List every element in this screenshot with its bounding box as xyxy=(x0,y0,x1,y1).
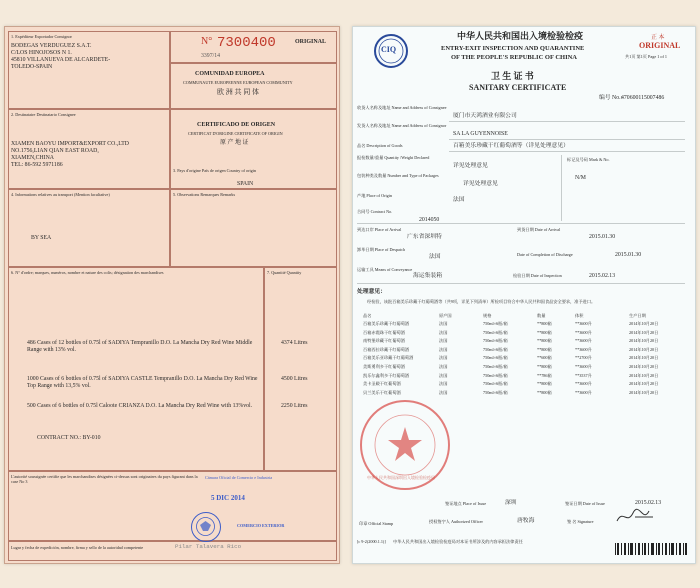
title-chinese: 卫 生 证 书 xyxy=(491,71,534,81)
date-discharge-label: Date of Completion of Discharge xyxy=(517,252,573,257)
table-cell: 2014年10月20日 xyxy=(629,329,659,335)
footer-text: 中华人民共和国出入境检验检疫局对本证书所涉及的内容承担法律责任 xyxy=(393,539,523,544)
country-value: SPAIN xyxy=(237,181,254,187)
item-description-3: 500 Cases of 6 bottles of 0.75l Caloote CRIANZA D.O. La Mancha Dry Red Wine with 13%vol. xyxy=(27,403,253,409)
header-english-1: ENTRY-EXIT INSPECTION AND QUARANTINE xyxy=(441,45,585,52)
stamp-label: COMERCIO EXTERIOR xyxy=(237,523,285,528)
table-cell: **800箱 xyxy=(537,329,552,335)
table-cell: **3600升 xyxy=(575,389,592,395)
certificate-title: CERTIFICADO DE ORIGEN xyxy=(197,122,276,128)
table-cell: **3600升 xyxy=(575,338,592,344)
table-header: 规格 xyxy=(483,313,492,318)
community-chinese: 欧 洲 共 同 体 xyxy=(217,88,259,96)
table-cell: 百箱西拉珍藏干红葡萄酒 xyxy=(363,346,410,352)
header-chinese: 中华人民共和国出入境检验检疫 xyxy=(457,31,584,41)
table-row xyxy=(357,373,683,382)
field-underline xyxy=(449,121,685,122)
date-arrival-label: 到货日期 Date of Arrival xyxy=(517,227,561,232)
page-info: 共1页 第1页 Page 1 of 1 xyxy=(625,54,667,59)
packages-value: 详见处理意见 xyxy=(463,181,498,187)
table-cell: 法国 xyxy=(439,381,448,387)
table-cell: 百箱美乐亚珍藏干红葡萄酒 xyxy=(363,355,414,361)
table-cell: **800箱 xyxy=(537,389,552,395)
transport-label: 4. Informations relatives au transport (Mention facultative) xyxy=(11,192,110,197)
signature-icon xyxy=(615,505,655,527)
date-discharge: 2015.01.30 xyxy=(615,252,642,258)
quantity-label: 7. Quantité Quantity xyxy=(267,270,302,275)
table-cell: 百箱美乐珍藏干红葡萄酒 xyxy=(363,321,410,326)
table-cell: **800箱 xyxy=(537,381,552,387)
table-cell: 750ml×6瓶/箱 xyxy=(483,355,508,361)
origin-label: 产地 Place of Origin xyxy=(357,193,393,198)
officer-name: 唐牧海 xyxy=(517,518,535,524)
certificate-subtitle: CERTIFICAT D'ORIGINE CERTIFICATE OF ORIGIN xyxy=(188,131,283,136)
community-cell xyxy=(170,63,337,109)
table-header: 体积 xyxy=(575,313,584,318)
consignee-line-3: XIAMEN,CHINA xyxy=(11,155,54,161)
table-cell: 2014年10月20日 xyxy=(629,355,659,361)
table-cell: **800箱 xyxy=(537,321,552,326)
table-cell: **800箱 xyxy=(537,346,552,352)
table-cell: 750ml×6瓶/箱 xyxy=(483,381,508,387)
item-description-2: 1000 Cases of 6 bottles of 0.75l of SADIYA CASTLE Tempranillo D.O. La Mancha Dry Red Wine Top Range with 13,5% vol. xyxy=(27,376,258,389)
table-cell: 法国 xyxy=(439,389,448,395)
stamp-date: 5 DIC 2014 xyxy=(211,494,245,502)
table-cell: 法国 xyxy=(439,372,448,378)
conveyance: 海运集装箱 xyxy=(413,273,442,279)
table-cell: 2014年10月20日 xyxy=(629,381,659,387)
place-despatch-label: 卸毕日期 Place of Despatch xyxy=(357,247,406,252)
contract-label: 合同号 Contract No. xyxy=(357,209,393,214)
table-row xyxy=(357,364,683,373)
table-cell: 南特堡珍藏干红葡萄酒 xyxy=(363,338,405,344)
title-english: SANITARY CERTIFICATE xyxy=(469,83,567,92)
stamp-text: 中华人民共和国深圳出入境检验检疫局 xyxy=(367,475,435,480)
table-cell: 2014年10月20日 xyxy=(629,372,659,378)
table-row xyxy=(357,321,683,330)
place-issue: 深圳 xyxy=(505,500,517,506)
quantity-value: 详见处理意见 xyxy=(453,163,488,169)
original-label: ORIGINAL xyxy=(295,39,327,45)
date-inspection: 2015.02.13 xyxy=(589,273,616,279)
table-cell: 2014年10月20日 xyxy=(629,363,659,369)
footer-cell xyxy=(8,541,337,561)
item-description-1: 486 Cases of 12 bottles of 0.75l of SADIYA Tempranillo D.O. La Mancha Dry Red Wine Middle Range with 13% vol. xyxy=(27,340,253,353)
table-row xyxy=(357,355,683,364)
table-cell: 法国 xyxy=(439,355,448,361)
cert-number: 470600115007486 xyxy=(621,95,665,101)
table-cell: 法国 xyxy=(439,363,448,369)
officer-label: 授权签字人 Authorized Officer xyxy=(429,519,483,524)
item-quantity-2: 4500 Litres xyxy=(281,376,308,382)
table-cell: 美斯勇利多干红葡萄酒 xyxy=(363,363,405,369)
table-header: 品名 xyxy=(363,313,372,318)
table-cell: 法国 xyxy=(439,346,448,352)
remarks-label: 5. Observations Remarques Remarks xyxy=(173,192,236,197)
field-underline xyxy=(449,139,685,140)
item-quantity-3: 2250 Litres xyxy=(281,403,308,409)
table-cell: **3600升 xyxy=(575,329,592,335)
table-row xyxy=(357,381,683,390)
table-cell: 2014年10月20日 xyxy=(629,346,659,352)
country-label: 3. Pays d'origine País de origen Country of origin xyxy=(173,168,256,173)
reference-number: 3397/14 xyxy=(201,53,221,59)
cert-number-label: 编号 No.: xyxy=(599,95,623,101)
serial-prefix: N° xyxy=(201,36,213,47)
table-body xyxy=(357,321,683,398)
transport-value: BY SEA xyxy=(31,235,52,241)
table-cell: 2014年10月20日 xyxy=(629,321,659,326)
goods-label: 品名 Description of Goods xyxy=(357,143,403,148)
wine-table xyxy=(357,313,683,398)
community-title: COMUNIDAD EUROPEA xyxy=(195,71,265,77)
table-cell: 美卡圣殿干红葡萄酒 xyxy=(363,381,401,387)
field-underline xyxy=(449,151,685,152)
eagle-seal-icon xyxy=(192,513,219,540)
table-cell: 贝兰美乐干红葡萄酒 xyxy=(363,389,401,395)
header-english-2: OF THE PEOPLE'S REPUBLIC OF CHINA xyxy=(451,54,577,61)
field-underline xyxy=(357,223,685,224)
mark-value: N/M xyxy=(575,175,586,181)
quantity-label: 报检数量/重量 Quantity /Weight Declared xyxy=(357,155,430,160)
table-cell: **3537升 xyxy=(575,372,592,378)
table-row xyxy=(357,338,683,347)
table-cell: **3600升 xyxy=(575,321,592,326)
packages-label: 包装种类及数量 Number and Type of Packages xyxy=(357,173,439,178)
result-text: 经检验，该批百箱美乐珍藏干红葡萄酒等（共9项，详见下列清单）所检项目符合中华人民共和国食品安全要求，准予进口。 xyxy=(367,299,596,304)
consignee-line-4: TEL: 86-592 5971186 xyxy=(11,162,63,168)
consignor-value: SA LA GUYENNOISE xyxy=(453,131,508,137)
field-divider xyxy=(561,155,562,221)
table-row xyxy=(357,330,683,339)
exporter-line-3: 45810 VILLANUEVA DE ALCARDETE- xyxy=(11,57,111,63)
table-cell: **3600升 xyxy=(575,363,592,369)
table-cell: **3600升 xyxy=(575,346,592,352)
footer-note: [c 9-2(2000.1.1)] xyxy=(357,539,386,544)
table-header: 原产国 xyxy=(439,313,452,318)
goods-value: 百箱美乐珍藏干红葡萄酒等（详见处理意见） xyxy=(453,143,569,149)
certificate-cell xyxy=(170,109,337,189)
table-cell: 凯乐尔鑫利多干红葡萄酒 xyxy=(363,372,410,378)
mark-label: 标记及号码 Mark & No. xyxy=(567,157,610,162)
exporter-line-1: BODEGAS VERDUGUEZ S.A.T. xyxy=(11,43,92,49)
serial-number: 7300400 xyxy=(217,35,276,51)
place-arrival: 广东省深圳特 xyxy=(407,234,442,240)
consignee-value: 厦门市天鸿酒业有限公司 xyxy=(453,113,517,119)
chamber-seal xyxy=(191,512,221,542)
table-header: 数量 xyxy=(537,313,546,318)
consignee-line-2: NO.1756,LIAN QIAN EAST ROAD, xyxy=(11,148,99,154)
table-header-row xyxy=(357,313,683,321)
conveyance-label: 运输工具 Means of Conveyance xyxy=(357,267,413,272)
date-arrival: 2015.01.30 xyxy=(589,234,616,240)
table-cell: 法国 xyxy=(439,338,448,344)
exporter-label: 1. Expéditeur Exportador Consignor xyxy=(11,34,72,39)
sanitary-certificate xyxy=(352,26,696,564)
date-inspection-label: 检验日期 Date of Inspection xyxy=(513,273,562,278)
certificate-chinese: 原 产 地 证 xyxy=(220,140,249,146)
table-cell: **800箱 xyxy=(537,338,552,344)
remarks-cell xyxy=(170,189,337,267)
origin-value: 法国 xyxy=(453,197,465,203)
items-label: 6. N° d'ordre; marques, numéros, nombre et nature des colis; désignation des marchandises xyxy=(11,270,164,275)
original-chinese: 正 本 xyxy=(651,35,665,41)
table-cell: **2700升 xyxy=(575,355,592,361)
table-cell: **786箱 xyxy=(537,372,552,378)
table-header: 生产日期 xyxy=(629,313,646,318)
place-despatch: 法国 xyxy=(429,254,441,260)
table-cell: **3600升 xyxy=(575,381,592,387)
table-cell: 750ml×6瓶/箱 xyxy=(483,363,508,369)
chamber-name: Cámara Oficial de Comercio e Industria xyxy=(205,475,273,480)
barcode-icon xyxy=(615,543,687,555)
place-issue-label: 签证地点 Place of Issue xyxy=(445,501,487,506)
consignee-label: 2. Destinataire Destinatario Consignee xyxy=(11,112,76,117)
table-cell: 2014年10月20日 xyxy=(629,338,659,344)
footer-label: Lugar y fecha de expedición, nombre, firma y sello de la autoridad competente xyxy=(11,545,144,550)
original-english: ORIGINAL xyxy=(639,41,681,50)
community-subtitle: COMMUNAUTE EUROPEENNE EUROPEAN COMMUNITY xyxy=(183,80,293,85)
consignee-line-1: XIAMEN BAOYU IMPORT&EXPORT CO.,LTD xyxy=(11,141,129,147)
ciq-logo-text: CIQ xyxy=(381,45,397,54)
place-arrival-label: 到达口岸 Place of Arrival xyxy=(357,227,402,232)
date-issue-label: 签证日期 Date of Issue xyxy=(565,501,605,506)
consignor-label: 发货人名称及地址 Name and Address of Consignor xyxy=(357,123,447,128)
seal-label: 印章 Official Stamp xyxy=(359,521,394,526)
table-cell: 750ml×6瓶/箱 xyxy=(483,321,508,326)
table-cell: 2014年10月20日 xyxy=(629,389,659,395)
date-issue: 2015.02.13 xyxy=(635,500,662,506)
table-cell: 750ml×6瓶/箱 xyxy=(483,329,508,335)
contract-value: 2014050 xyxy=(419,217,440,223)
exporter-line-4: TOLEDO-SPAIN xyxy=(11,64,53,70)
table-cell: 750ml×6瓶/箱 xyxy=(483,346,508,352)
item-quantity-1: 4374 Litres xyxy=(281,340,308,346)
table-cell: **600箱 xyxy=(537,355,552,361)
quantity-cell xyxy=(264,267,337,471)
signature-label: 签 名 Signature xyxy=(567,519,594,524)
certificate-of-origin xyxy=(4,26,340,564)
table-cell: 750ml×6瓶/箱 xyxy=(483,389,508,395)
table-cell: 750ml×6瓶/箱 xyxy=(483,338,508,344)
signer-name: Pilar Talavera Rico xyxy=(175,543,242,550)
contract-number: CONTRACT NO.: BY-010 xyxy=(37,435,101,441)
table-cell: 法国 xyxy=(439,321,448,326)
authority-text: L'autorité soussignée certifie que les marchandises désignées ci-dessus sont originaires du pays figurant dans la case No 3 xyxy=(11,474,198,484)
table-cell: 750ml×6瓶/箱 xyxy=(483,372,508,378)
field-underline xyxy=(357,283,685,284)
transport-cell xyxy=(8,189,170,267)
result-label: 处理意见： xyxy=(357,289,386,295)
table-cell: 百箱赤霞珠干红葡萄酒 xyxy=(363,329,405,335)
exporter-line-2: C/LOS HINOJOSOS N 1. xyxy=(11,50,72,56)
table-cell: **800箱 xyxy=(537,363,552,369)
table-cell: 法国 xyxy=(439,329,448,335)
consignee-label: 收货人名称及地址 Name and Address of Consignee xyxy=(357,105,447,110)
